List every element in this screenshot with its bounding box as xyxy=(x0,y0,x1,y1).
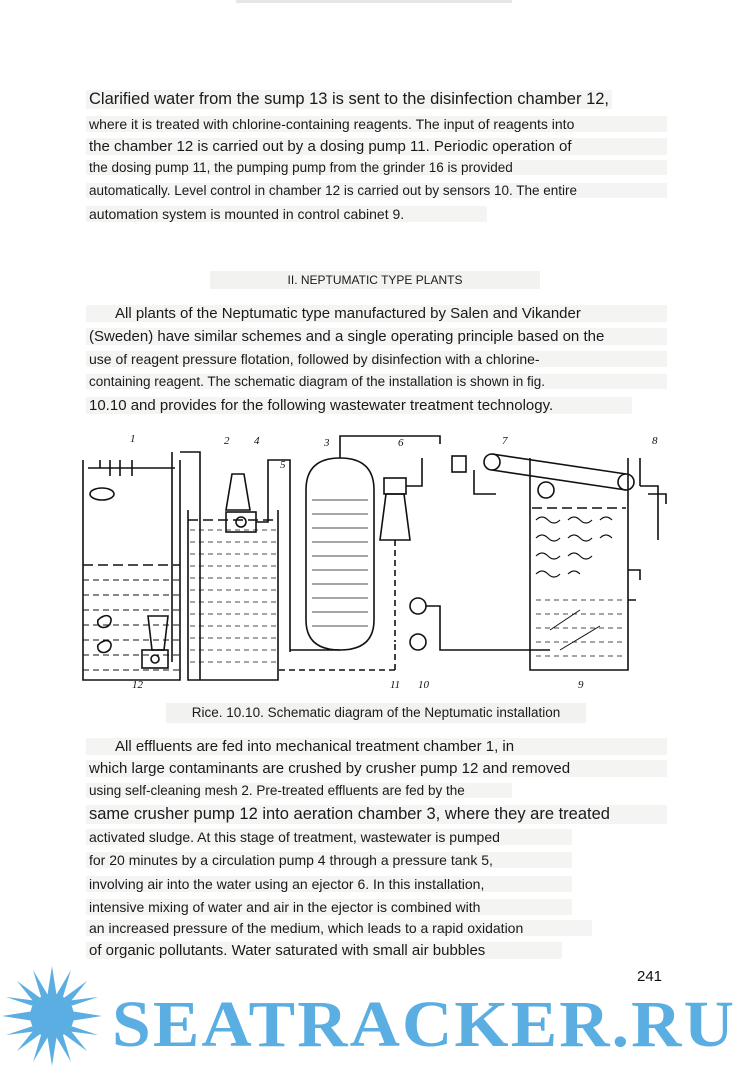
figure-caption: Rice. 10.10. Schematic diagram of the Neptumatic installation xyxy=(166,703,586,723)
diagram-label-2: 2 xyxy=(224,435,230,447)
paragraph-3-line-10: of organic pollutants. Water saturated with small air bubbles xyxy=(86,942,562,959)
top-edge-mark xyxy=(236,0,512,3)
paragraph-3-line-2: which large contaminants are crushed by crusher pump 12 and removed xyxy=(86,760,667,777)
paragraph-1-line-3: the chamber 12 is carried out by a dosing pump 11. Periodic operation of xyxy=(86,138,667,155)
paragraph-3-line-5: activated sludge. At this stage of treatment, wastewater is pumped xyxy=(86,829,572,845)
diagram-label-10: 10 xyxy=(418,679,429,691)
diagram-label-12: 12 xyxy=(132,679,143,691)
paragraph-2-line-1: All plants of the Neptumatic type manufactured by Salen and Vikander xyxy=(86,305,667,322)
paragraph-1-line-2: where it is treated with chlorine-containing reagents. The input of reagents into xyxy=(86,116,667,132)
paragraph-3-line-8: intensive mixing of water and air in the ejector is combined with xyxy=(86,899,572,915)
paragraph-1-line-6: automation system is mounted in control cabinet 9. xyxy=(86,206,487,222)
watermark-text: SEATRACKER.RU xyxy=(112,988,736,1061)
paragraph-3-line-6: for 20 minutes by a circulation pump 4 through a pressure tank 5, xyxy=(86,852,572,868)
paragraph-1-line-1: Clarified water from the sump 13 is sent to the disinfection chamber 12, xyxy=(86,90,612,109)
paragraph-1-line-4: the dosing pump 11, the pumping pump from the grinder 16 is provided xyxy=(86,160,667,175)
diagram-label-3: 3 xyxy=(324,437,330,449)
seatracker-watermark-logo xyxy=(0,960,746,1077)
paragraph-2-line-2: (Sweden) have similar schemes and a single operating principle based on the xyxy=(86,328,667,345)
diagram-label-4: 4 xyxy=(254,435,260,447)
paragraph-3-line-4: same crusher pump 12 into aeration chamber 3, where they are treated xyxy=(86,805,667,824)
section-heading: II. NEPTUMATIC TYPE PLANTS xyxy=(210,271,540,289)
paragraph-3-line-7: involving air into the water using an ejector 6. In this installation, xyxy=(86,876,572,892)
sun-burst-icon xyxy=(2,966,102,1066)
paragraph-2-line-3: use of reagent pressure flotation, followed by disinfection with a chlorine- xyxy=(86,351,667,367)
diagram-label-9: 9 xyxy=(578,679,584,691)
paragraph-3-line-3: using self-cleaning mesh 2. Pre-treated effluents are fed by the xyxy=(86,783,512,798)
page-number: 241 xyxy=(637,968,663,985)
diagram-label-6: 6 xyxy=(398,437,404,449)
paragraph-3-line-9: an increased pressure of the medium, which leads to a rapid oxidation xyxy=(86,920,592,936)
diagram-label-8: 8 xyxy=(652,435,658,447)
diagram-label-1: 1 xyxy=(130,433,136,445)
diagram-label-5: 5 xyxy=(280,459,286,471)
paragraph-2-line-4: containing reagent. The schematic diagram of the installation is shown in fig. xyxy=(86,374,667,389)
diagram-label-7: 7 xyxy=(502,435,508,447)
paragraph-1-line-5: automatically. Level control in chamber 12 is carried out by sensors 10. The entire xyxy=(86,183,667,198)
paragraph-3-line-1: All effluents are fed into mechanical treatment chamber 1, in xyxy=(86,738,667,755)
neptumatic-schematic-diagram xyxy=(80,430,680,695)
diagram-label-11: 11 xyxy=(390,679,401,691)
paragraph-2-line-5: 10.10 and provides for the following wastewater treatment technology. xyxy=(86,397,632,414)
